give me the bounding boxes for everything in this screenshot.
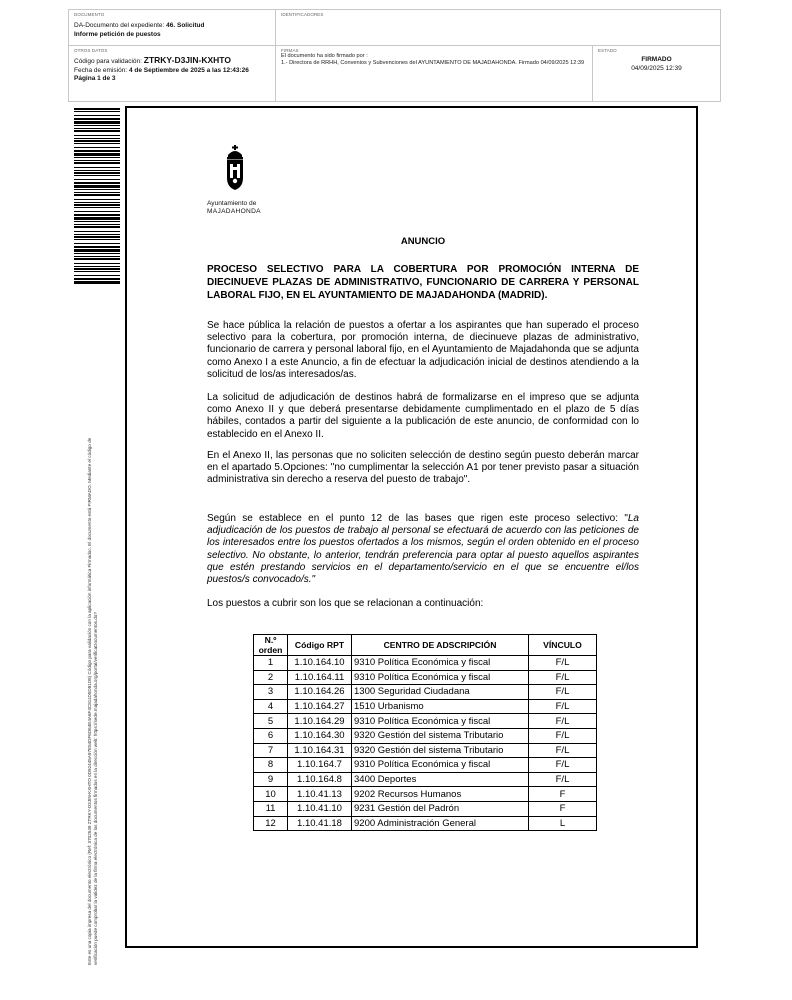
table-cell: F/L [529,670,597,685]
table-cell: 1.10.41.13 [288,787,352,802]
table-cell: 1 [254,656,288,671]
firmas-line2: 1.- Directora de RRHH, Convenios y Subvenciones del AYUNTAMIENTO DE MAJADAHONDA. Firmado 04/09/2025 12:39 [281,60,585,66]
table-cell: 3400 Deportes [352,772,529,787]
emission-date-line: Fecha de emisión: 4 de Septiembre de 2025 a las 12:43:26 [74,66,249,74]
logo-text [207,200,269,216]
table-cell: F/L [529,772,597,787]
table-cell: 9202 Recursos Humanos [352,787,529,802]
firmas-cell [276,46,593,101]
table-cell: 1.10.164.31 [288,743,352,758]
identificadores-cell [276,10,720,46]
firmas-label: FIRMAS [281,48,299,53]
validation-code: ZTRKY-D3JIN-KXHTO [143,55,231,65]
validation-code-line: Código para validación: ZTRKY-D3JIN-KXHTO [74,55,231,65]
logo-line2: MAJADAHONDA [207,208,261,215]
documento-line1: DA-Documento del expediente: 46. Solicitud [74,22,205,29]
table-cell: F/L [529,656,597,671]
table-cell: 1.10.164.10 [288,656,352,671]
table-cell: 9200 Administración General [352,816,529,831]
table-cell: 1.10.164.11 [288,670,352,685]
estado-value: FIRMADO [641,56,672,63]
firmas-line1: El documento ha sido firmado por : [281,53,368,59]
table-cell: L [529,816,597,831]
documento-cell [69,10,276,46]
table-cell: 1.10.164.8 [288,772,352,787]
table-cell: 9320 Gestión del sistema Tributario [352,728,529,743]
paragraph-4: Según se establece en el punto 12 de las bases que rigen este proceso selectivo: "La adjudicación de los puestos de trabajo al personal se efectuará de acuerdo con las peticiones de los interesados entre los puestos ofertados a los mismos, según el orden obtenido en el proceso selectivo. No obstante, lo anterior, tendrán preferencia para optar al puesto aquellos aspirantes que estén prestando servicios en el departamento/servicio en el que se encuentre el/los puestos/s convocado/s." [207,513,639,586]
table-cell: F [529,801,597,816]
estado-label: ESTADO [598,48,617,53]
table-row [254,816,597,831]
table-cell: 9 [254,772,288,787]
table-cell: 9310 Política Económica y fiscal [352,714,529,729]
table-cell: 9231 Gestión del Padrón [352,801,529,816]
side-text-line2: verificación puede comprobar la validez de la firma electrónica de los documentos firmados en la dirección web: https://sede.majadahonda.org/portal/verificaDocumentos.do? [93,612,99,965]
table-row [254,787,597,802]
table-row [254,685,597,700]
table-cell: F/L [529,728,597,743]
otros-datos-cell [69,46,276,101]
table-cell: 7 [254,743,288,758]
table-cell: F/L [529,699,597,714]
table-cell: 1.10.164.29 [288,714,352,729]
table-cell: 9320 Gestión del sistema Tributario [352,743,529,758]
documento-label: DOCUMENTO [74,12,105,17]
table-cell: 12 [254,816,288,831]
table-cell: 1510 Urbanismo [352,699,529,714]
table-row [254,772,597,787]
municipal-logo [207,145,269,216]
table-cell: 3 [254,685,288,700]
table-cell: F/L [529,743,597,758]
paragraph-3: En el Anexo II, las personas que no soliciten selección de destino según puesto deberán marcar en el apartado 5.Opciones: "no cumplimentar la selección A1 por tener previsto pasar a situación administrativa sin derecho a reserva del puesto de trabajo". [207,450,639,486]
table-row [254,656,597,671]
table-cell: F/L [529,714,597,729]
table-cell: 9310 Política Económica y fiscal [352,670,529,685]
table-cell: 1.10.41.18 [288,816,352,831]
table-cell: F/L [529,758,597,773]
barcode-icon [74,108,120,284]
paragraph-2: La solicitud de adjudicación de destinos habrá de formalizarse en el impreso que se adjunta como Anexo II y que deberá presentarse debidamente cumplimentado en el plazo de 5 días hábiles, contados a partir del siguiente a la publicación de este anuncio, de conformidad con lo establecido en el Anexo II. [207,392,639,440]
table-cell: 6 [254,728,288,743]
table-cell: F [529,787,597,802]
table-row [254,699,597,714]
table-cell: 1.10.164.26 [288,685,352,700]
paragraph-1: Se hace pública la relación de puestos a ofertar a los aspirantes que han superado el proceso selectivo para la cobertura, por promoción interna, de diecinueve plazas de administrativo, funcionario de carrera y personal laboral fijo, en el Ayuntamiento de Majadahonda que se adjunta como Anexo I a este Anuncio, a fin de efectuar la adjudicación inicial de destinos atendiendo a la solicitud de los/as interesados/as. [207,320,639,380]
table-cell: 1.10.164.30 [288,728,352,743]
verification-side-text [87,305,99,965]
table-cell: 2 [254,670,288,685]
side-text-line1: Este es una copia impresa del documento electrónico (Ref: 3702549 ZTRKY-D3JIN-KXHTO 0D92445A97E54DF6D64E4A6F4C811D5D81D8) Código para validación con la aplicación informática Firmadoc. El documento está FIRMADO. Mediante el código de [87,437,92,965]
table-header-row [254,635,597,656]
col-centro: CENTRO DE ADSCRIPCIÓN [352,635,529,656]
table-cell: 5 [254,714,288,729]
coat-of-arms-icon [207,145,269,193]
table-row [254,714,597,729]
table-row [254,801,597,816]
table-cell: 1.10.41.10 [288,801,352,816]
table-cell: 9310 Política Económica y fiscal [352,656,529,671]
page-title: ANUNCIO [400,236,446,247]
logo-line1: Ayuntamiento de [207,200,257,207]
table-row [254,758,597,773]
table-cell: 1.10.164.27 [288,699,352,714]
table-cell: 8 [254,758,288,773]
document-header [68,9,721,102]
positions-table [253,634,597,831]
identificadores-label: IDENTIFICADORES [281,12,324,17]
paragraph-5: Los puestos a cubrir son los que se relacionan a continuación: [207,598,484,609]
documento-line2: Informe petición de puestos [74,30,161,38]
table-cell: 9310 Política Económica y fiscal [352,758,529,773]
estado-date: 04/09/2025 12:39 [631,64,682,72]
col-vinculo: VÍNCULO [529,635,597,656]
table-cell: 10 [254,787,288,802]
table-cell: 1.10.164.7 [288,758,352,773]
otros-datos-label: OTROS DATOS [74,48,108,53]
col-orden: N.º orden [254,635,288,656]
table-cell: 11 [254,801,288,816]
table-cell: F/L [529,685,597,700]
page-count: Página 1 de 3 [74,75,116,82]
table-row [254,728,597,743]
table-row [254,670,597,685]
col-codigo: Código RPT [288,635,352,656]
table-cell: 4 [254,699,288,714]
estado-cell [593,46,720,101]
table-cell: 1300 Seguridad Ciudadana [352,685,529,700]
table-row [254,743,597,758]
page-subtitle: PROCESO SELECTIVO PARA LA COBERTURA POR PROMOCIÓN INTERNA DE DIECINUEVE PLAZAS DE ADMINISTRATIVO, FUNCIONARIO DE CARRERA Y PERSONAL LABORAL FIJO, EN EL AYUNTAMIENTO DE MAJADAHONDA (MADRID). [207,264,639,301]
